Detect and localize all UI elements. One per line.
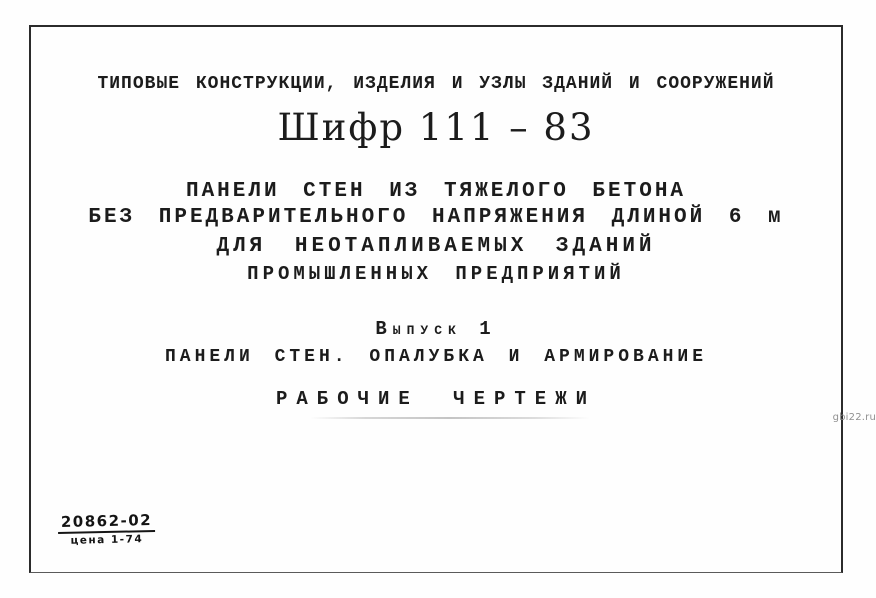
scan-smudge-artifact bbox=[310, 417, 590, 419]
issue-subtitle: ПАНЕЛИ СТЕН. ОПАЛУБКА И АРМИРОВАНИЕ bbox=[164, 347, 708, 367]
doc-type-heading: РАБОЧИЕ ЧЕРТЕЖИ bbox=[275, 388, 597, 410]
stamp-price: цена 1-74 bbox=[70, 533, 144, 547]
title-line-2: БЕЗ ПРЕДВАРИТЕЛЬНОГО НАПРЯЖЕНИЯ ДЛИНОЙ 6 м bbox=[88, 206, 784, 229]
cipher-heading: Шифр 111 – 83 bbox=[277, 106, 595, 149]
stamp-inventory-number: 20862-02 bbox=[58, 511, 156, 534]
issue-heading: Выпуск 1 bbox=[375, 318, 497, 340]
title-line-1: ПАНЕЛИ СТЕН ИЗ ТЯЖЕЛОГО БЕТОНА bbox=[185, 180, 687, 203]
series-header: ТИПОВЫЕ КОНСТРУКЦИИ, ИЗДЕЛИЯ И УЗЛЫ ЗДАНИЙ И СООРУЖЕНИЙ bbox=[97, 74, 775, 94]
site-watermark: gbi22.ru bbox=[832, 412, 876, 423]
title-line-3: ДЛЯ НЕОТАПЛИВАЕМЫХ ЗДАНИЙ bbox=[216, 235, 656, 258]
inventory-stamp bbox=[58, 510, 156, 547]
title-line-4: ПРОМЫШЛЕННЫХ ПРЕДПРИЯТИЙ bbox=[247, 263, 625, 285]
